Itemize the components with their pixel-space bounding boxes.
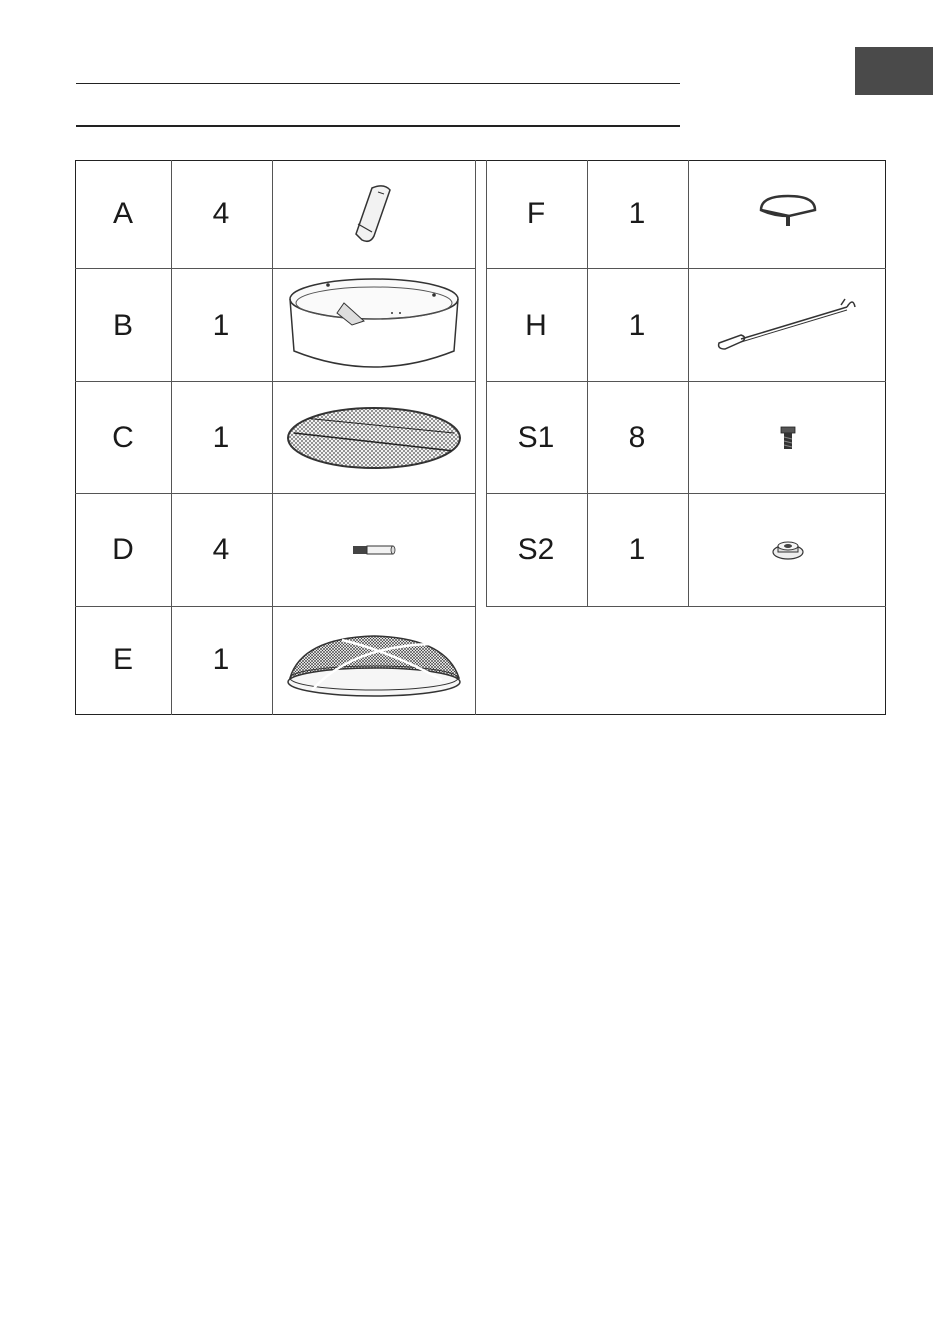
nut-icon	[689, 494, 886, 606]
part-quantity: 1	[212, 421, 230, 454]
part-letter: E	[112, 643, 133, 676]
part-quantity: 1	[212, 643, 230, 676]
part-quantity: 4	[212, 533, 230, 566]
bowl-icon	[273, 269, 475, 381]
strap-icon	[273, 161, 475, 268]
header-rule-top	[76, 83, 680, 84]
part-quantity: 1	[628, 197, 646, 230]
bolt-pin-icon	[273, 494, 475, 606]
grid-line	[486, 606, 886, 607]
poker-icon	[689, 269, 886, 381]
grate-icon	[273, 382, 475, 493]
grid-line	[587, 160, 588, 606]
part-quantity: 8	[628, 421, 646, 454]
part-letter: B	[112, 309, 133, 342]
language-tab	[855, 47, 933, 95]
part-letter: C	[112, 421, 134, 454]
spark-screen-icon	[273, 607, 475, 714]
part-quantity: 4	[212, 197, 230, 230]
part-letter: S2	[517, 533, 555, 566]
part-letter: S1	[517, 421, 555, 454]
part-letter: D	[112, 533, 134, 566]
handle-icon	[689, 161, 886, 268]
part-letter: A	[112, 197, 133, 230]
part-letter: H	[525, 309, 547, 342]
grid-line	[171, 160, 172, 715]
part-quantity: 1	[628, 533, 646, 566]
part-quantity: 1	[212, 309, 230, 342]
grid-line	[475, 160, 476, 715]
grid-line	[486, 160, 487, 606]
part-letter: F	[526, 197, 546, 230]
part-quantity: 1	[628, 309, 646, 342]
header-rule-bottom	[76, 125, 680, 127]
screw-icon	[689, 382, 886, 493]
